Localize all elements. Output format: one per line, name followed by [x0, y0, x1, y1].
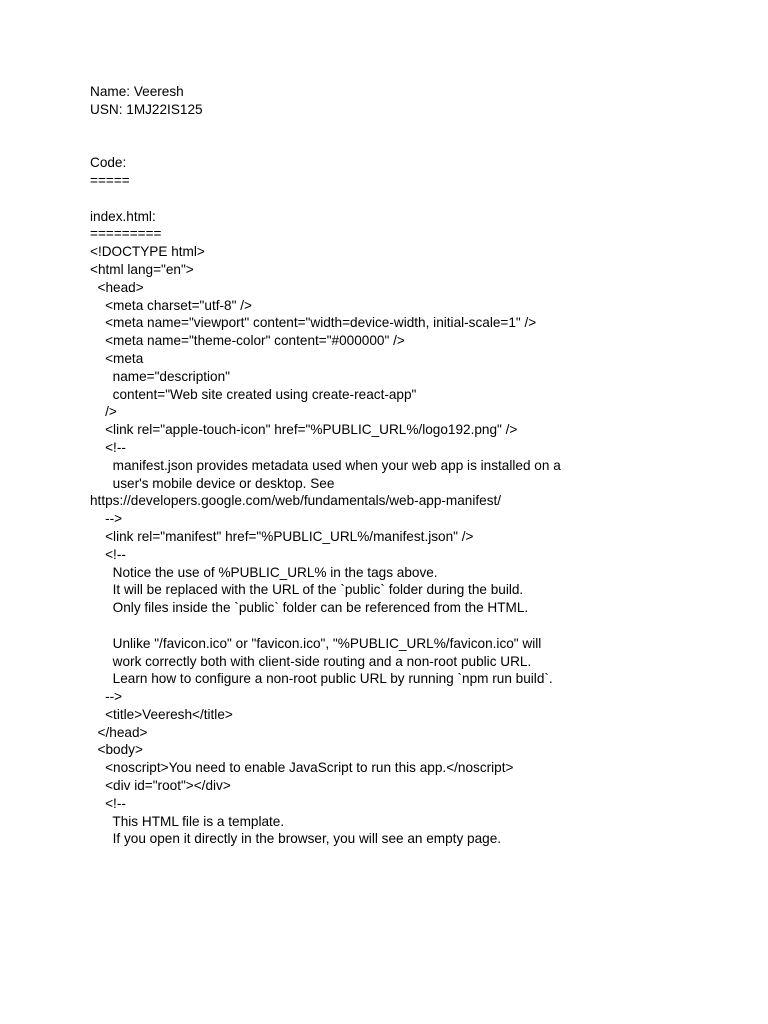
- document-line: Code:: [90, 155, 127, 171]
- document-line: -->: [90, 689, 123, 705]
- document-line: Learn how to configure a non-root public URL by running `npm run build`.: [90, 671, 553, 687]
- document-line: <div id="root"></div>: [90, 778, 231, 794]
- document-line: USN: 1MJ22IS125: [90, 101, 203, 117]
- document-line: https://developers.google.com/web/fundamentals/web-app-manifest/: [90, 493, 502, 509]
- document-line: <meta: [90, 350, 144, 366]
- document-text: [90, 83, 730, 848]
- document-line: =====: [90, 172, 130, 188]
- document-line: [90, 617, 730, 635]
- document-line: <!--: [90, 439, 126, 455]
- document-line: Unlike "/favicon.ico" or "favicon.ico", "%PUBLIC_URL%/favicon.ico" will: [90, 635, 542, 651]
- document-line: <link rel="manifest" href="%PUBLIC_URL%/manifest.json" />: [90, 528, 474, 544]
- document-line: =========: [90, 226, 162, 242]
- document-line: If you open it directly in the browser, you will see an empty page.: [90, 831, 502, 847]
- document-line: manifest.json provides metadata used when your web app is installed on a: [90, 457, 561, 473]
- document-line: This HTML file is a template.: [90, 813, 285, 829]
- document-line: content="Web site created using create-react-app": [90, 386, 417, 402]
- document-line: <link rel="apple-touch-icon" href="%PUBLIC_URL%/logo192.png" />: [90, 422, 518, 438]
- document-line: <noscript>You need to enable JavaScript to run this app.</noscript>: [90, 760, 514, 776]
- document-line: [90, 136, 730, 154]
- document-line: Name: Veeresh: [90, 84, 184, 99]
- document-line: [90, 190, 730, 208]
- document-line: index.html:: [90, 208, 156, 224]
- document-line: Only files inside the `public` folder can be referenced from the HTML.: [90, 600, 529, 616]
- document-line: <!DOCTYPE html>: [90, 244, 205, 260]
- document-line: [90, 119, 730, 137]
- document-line: <html lang="en">: [90, 261, 194, 277]
- document-line: <meta charset="utf-8" />: [90, 297, 252, 313]
- document-line: user's mobile device or desktop. See: [90, 475, 335, 491]
- document-line: <head>: [90, 279, 144, 295]
- document-line: <meta name="viewport" content="width=device-width, initial-scale=1" />: [90, 315, 537, 331]
- document-line: </head>: [90, 724, 148, 740]
- document-line: -->: [90, 511, 123, 527]
- document-line: <body>: [90, 742, 143, 758]
- document-line: It will be replaced with the URL of the `public` folder during the build.: [90, 582, 524, 598]
- document-line: <meta name="theme-color" content="#000000" />: [90, 333, 405, 349]
- document-line: <!--: [90, 795, 126, 811]
- document-line: />: [90, 404, 117, 420]
- document-line: Notice the use of %PUBLIC_URL% in the tags above.: [90, 564, 438, 580]
- document-line: name="description": [90, 368, 230, 384]
- document-line: <!--: [90, 546, 126, 562]
- document-line: work correctly both with client-side routing and a non-root public URL.: [90, 653, 532, 669]
- document-line: <title>Veeresh</title>: [90, 706, 233, 722]
